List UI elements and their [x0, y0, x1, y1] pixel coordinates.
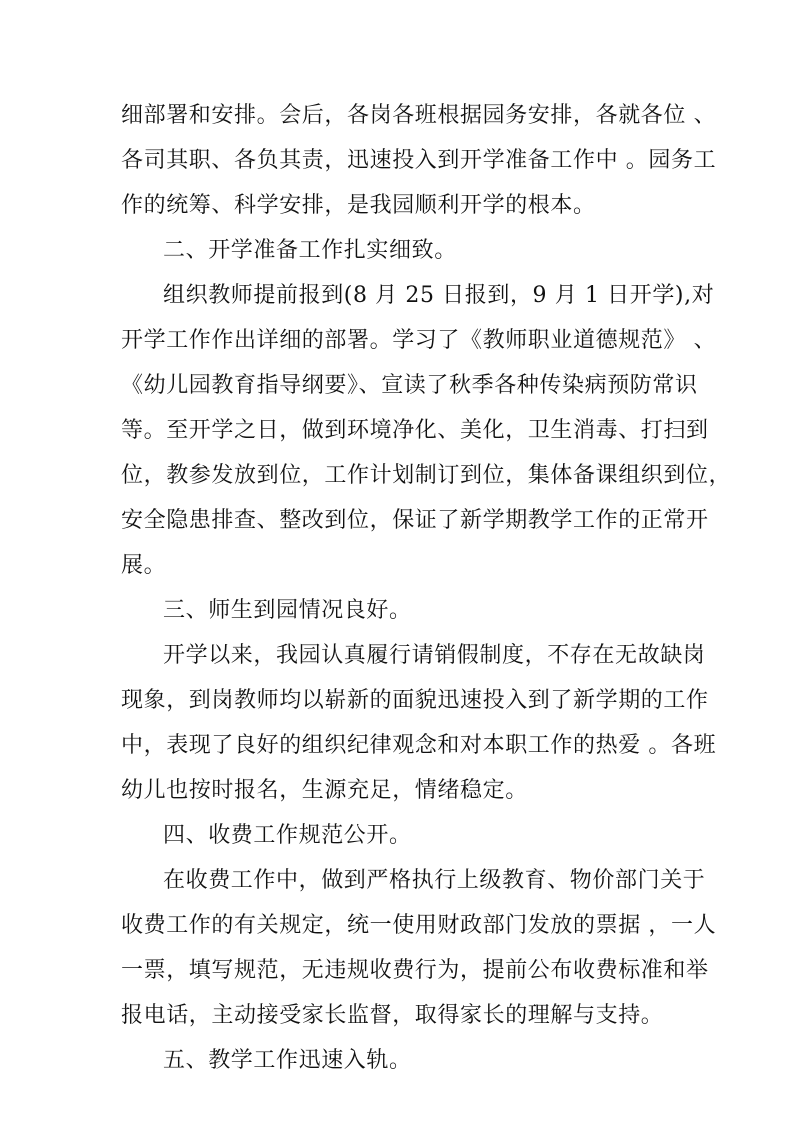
paragraph-2-line-6: 安全隐患排查、整改到位，保证了新学期教学工作的正常开	[121, 508, 709, 533]
paragraph-3-line-4: 幼儿也按时报名，生源充足，情绪稳定。	[121, 778, 528, 803]
paragraph-2-line-7: 展。	[121, 553, 167, 578]
paragraph-4-line-3: 一票，填写规范，无违规收费行为，提前公布收费标准和举	[121, 958, 709, 983]
section-heading-2: 二、开学准备工作扎实细致。	[163, 238, 457, 263]
paragraph-2-line-1: 组织教师提前报到(8 月 25 日报到，9 月 1 日开学),对	[163, 283, 715, 308]
paragraph-3-line-3: 中，表现了良好的组织纪律观念和对本职工作的热爱 。各班	[121, 733, 717, 758]
section-heading-3: 三、师生到园情况良好。	[163, 598, 412, 623]
section-heading-4: 四、收费工作规范公开。	[163, 823, 412, 848]
paragraph-3-line-1: 开学以来，我园认真履行请销假制度，不存在无故缺岗	[163, 643, 706, 668]
section-heading-5: 五、教学工作迅速入轨。	[163, 1048, 412, 1073]
paragraph-1-line-1: 细部署和安排。会后，各岗各班根据园务安排，各就各位 、	[121, 103, 717, 128]
paragraph-2-line-4: 等。至开学之日，做到环境净化、美化，卫生消毒、打扫到	[121, 418, 709, 443]
paragraph-4-line-1: 在收费工作中，做到严格执行上级教育、物价部门关于	[163, 868, 706, 893]
paragraph-4-line-4: 报电话，主动接受家长监督，取得家长的理解与支持。	[121, 1003, 664, 1028]
paragraph-1-line-2: 各司其职、各负其责，迅速投入到开学准备工作中 。园务工	[121, 148, 717, 173]
paragraph-2-line-2: 开学工作作出详细的部署。学习了《教师职业道德规范》 、	[121, 328, 717, 353]
paragraph-1-line-3: 作的统筹、科学安排，是我园顺利开学的根本。	[121, 193, 596, 218]
paragraph-4-line-2: 收费工作的有关规定，统一使用财政部门发放的票据 ，一人	[121, 913, 717, 938]
paragraph-2-line-5: 位，教参发放到位，工作计划制订到位，集体备课组织到位，	[121, 463, 732, 488]
paragraph-2-line-3: 《幼儿园教育指导纲要》、宣读了秋季各种传染病预防常识	[121, 373, 698, 398]
paragraph-3-line-2: 现象，到岗教师均以崭新的面貌迅速投入到了新学期的工作	[121, 688, 709, 713]
